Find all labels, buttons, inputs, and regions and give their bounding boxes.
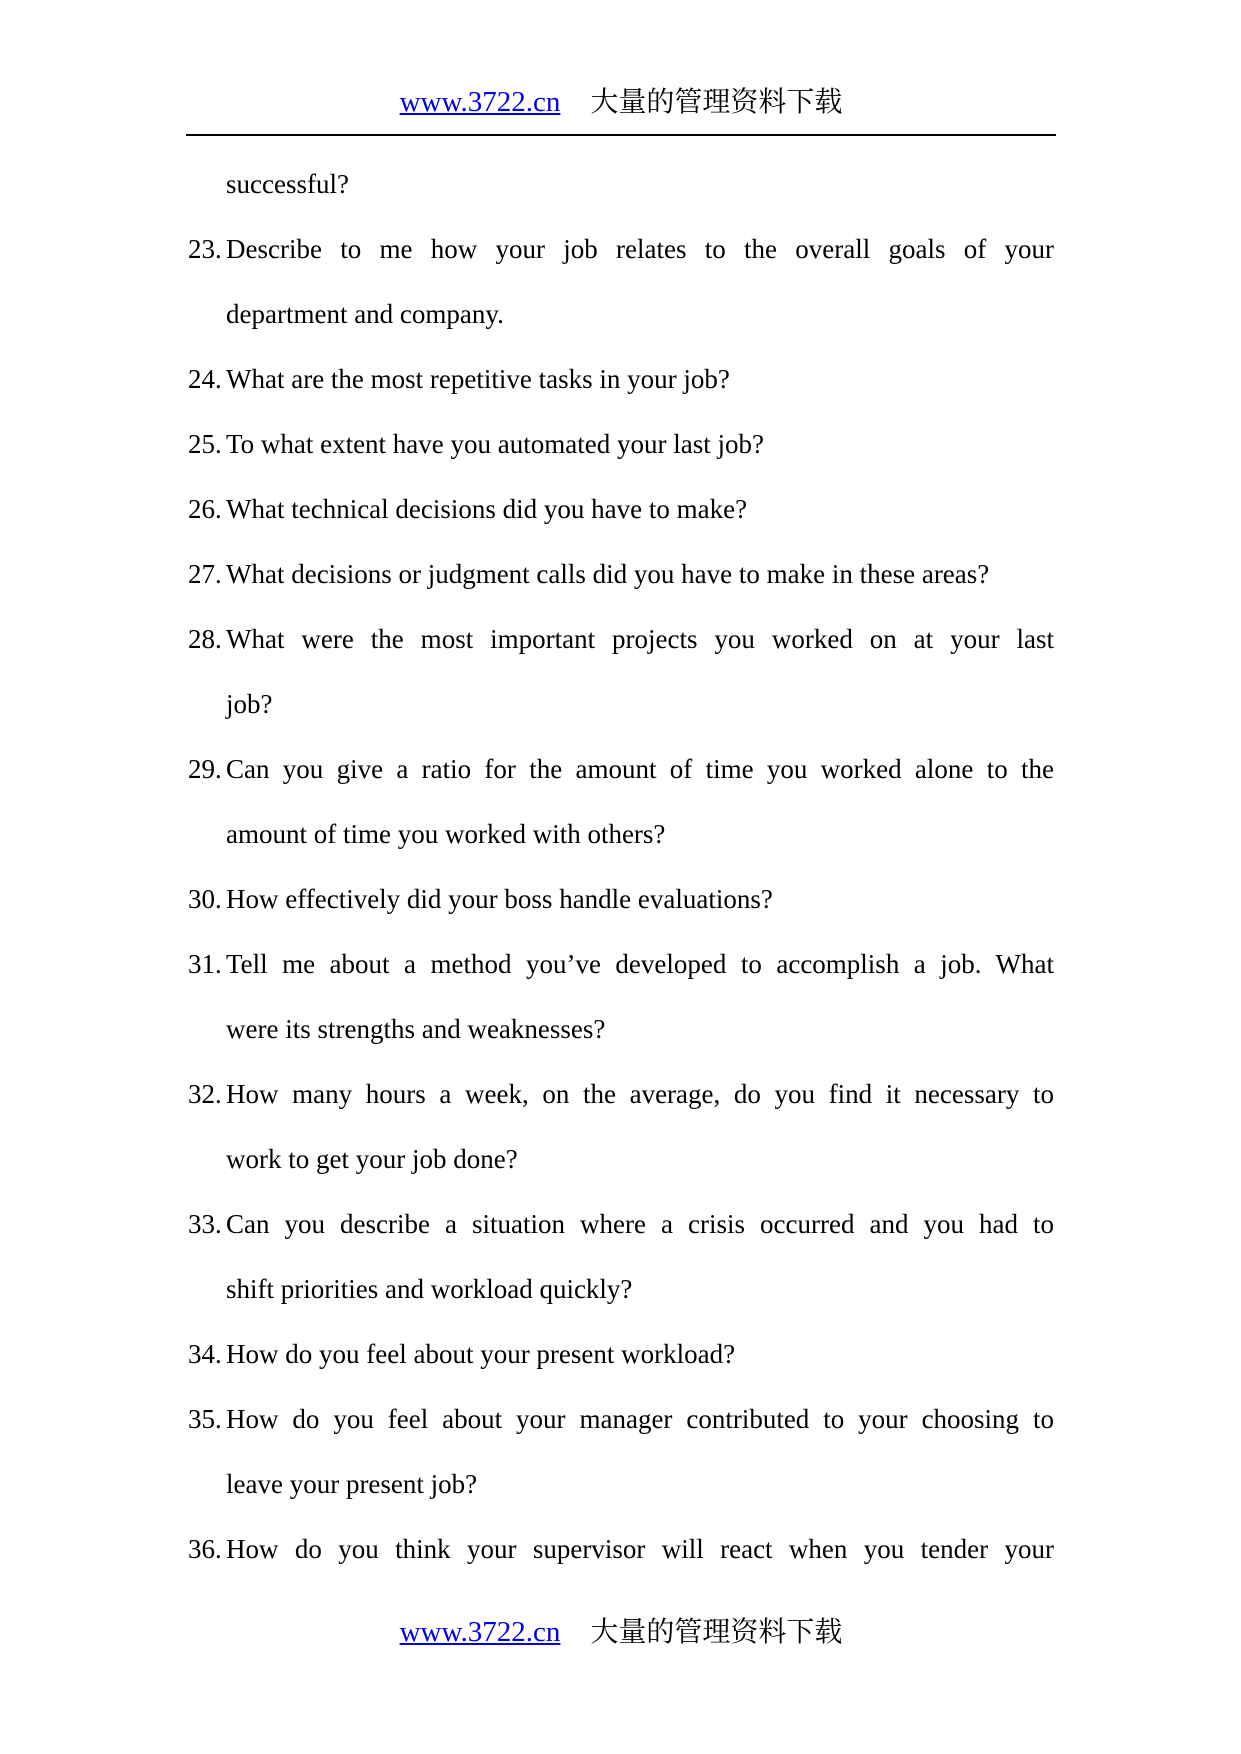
question-33	[188, 1192, 1054, 1257]
question-29	[188, 737, 1054, 802]
question-32	[188, 1062, 1054, 1127]
question-continuation: department and company.	[226, 299, 504, 329]
question-text: How do you think your supervisor will react when you tender your	[226, 1534, 1054, 1564]
question-25	[188, 412, 1054, 477]
question-28	[188, 607, 1054, 672]
question-26	[188, 477, 1054, 542]
question-31	[188, 932, 1054, 997]
question-number: 35.	[188, 1404, 222, 1434]
question-text: To what extent have you automated your last job?	[226, 429, 764, 459]
question-number: 30.	[188, 884, 222, 914]
question-text: Tell me about a method you’ve developed to accomplish a job. What	[226, 949, 1054, 979]
question-text: How effectively did your boss handle evaluations?	[226, 884, 773, 914]
question-continuation: work to get your job done?	[226, 1144, 518, 1174]
question-23	[188, 217, 1054, 282]
question-number: 33.	[188, 1209, 222, 1239]
question-text: Describe to me how your job relates to the overall goals of your	[226, 234, 1054, 264]
question-continuation: job?	[226, 689, 273, 719]
carryover-line: successful?	[226, 169, 349, 199]
question-30	[188, 867, 1054, 932]
question-text: How many hours a week, on the average, do you find it necessary to	[226, 1079, 1054, 1109]
question-number: 26.	[188, 494, 222, 524]
question-text: What were the most important projects you worked on at your last	[226, 624, 1054, 654]
question-text: Can you give a ratio for the amount of time you worked alone to the	[226, 754, 1054, 784]
question-continuation: leave your present job?	[226, 1469, 478, 1499]
question-text: What decisions or judgment calls did you have to make in these areas?	[226, 559, 990, 589]
question-36	[188, 1517, 1054, 1582]
question-number: 29.	[188, 754, 222, 784]
question-text: What technical decisions did you have to make?	[226, 494, 748, 524]
question-number: 27.	[188, 559, 222, 589]
question-number: 36.	[188, 1534, 222, 1564]
question-34	[188, 1322, 1054, 1387]
page-footer	[186, 1614, 1056, 1654]
question-continuation: shift priorities and workload quickly?	[226, 1274, 633, 1304]
footer-site-link[interactable]: www.3722.cn	[399, 1616, 561, 1648]
footer-slogan: 大量的管理资料下载	[590, 1615, 843, 1648]
question-number: 28.	[188, 624, 222, 654]
question-text: Can you describe a situation where a crisis occurred and you had to	[226, 1209, 1054, 1239]
question-number: 34.	[188, 1339, 222, 1369]
question-continuation: amount of time you worked with others?	[226, 819, 666, 849]
question-number: 23.	[188, 234, 222, 264]
question-continuation: were its strengths and weaknesses?	[226, 1014, 606, 1044]
question-24	[188, 347, 1054, 412]
question-text: How do you feel about your manager contributed to your choosing to	[226, 1404, 1054, 1434]
question-35	[188, 1387, 1054, 1452]
question-number: 32.	[188, 1079, 222, 1109]
header-slogan: 大量的管理资料下载	[590, 85, 843, 118]
question-text: How do you feel about your present workload?	[226, 1339, 736, 1369]
question-text: What are the most repetitive tasks in your job?	[226, 364, 730, 394]
question-number: 31.	[188, 949, 222, 979]
question-number: 24.	[188, 364, 222, 394]
header-site-link[interactable]: www.3722.cn	[399, 86, 561, 118]
page-header	[186, 84, 1056, 136]
question-27	[188, 542, 1054, 607]
question-list	[188, 152, 1054, 1582]
question-number: 25.	[188, 429, 222, 459]
